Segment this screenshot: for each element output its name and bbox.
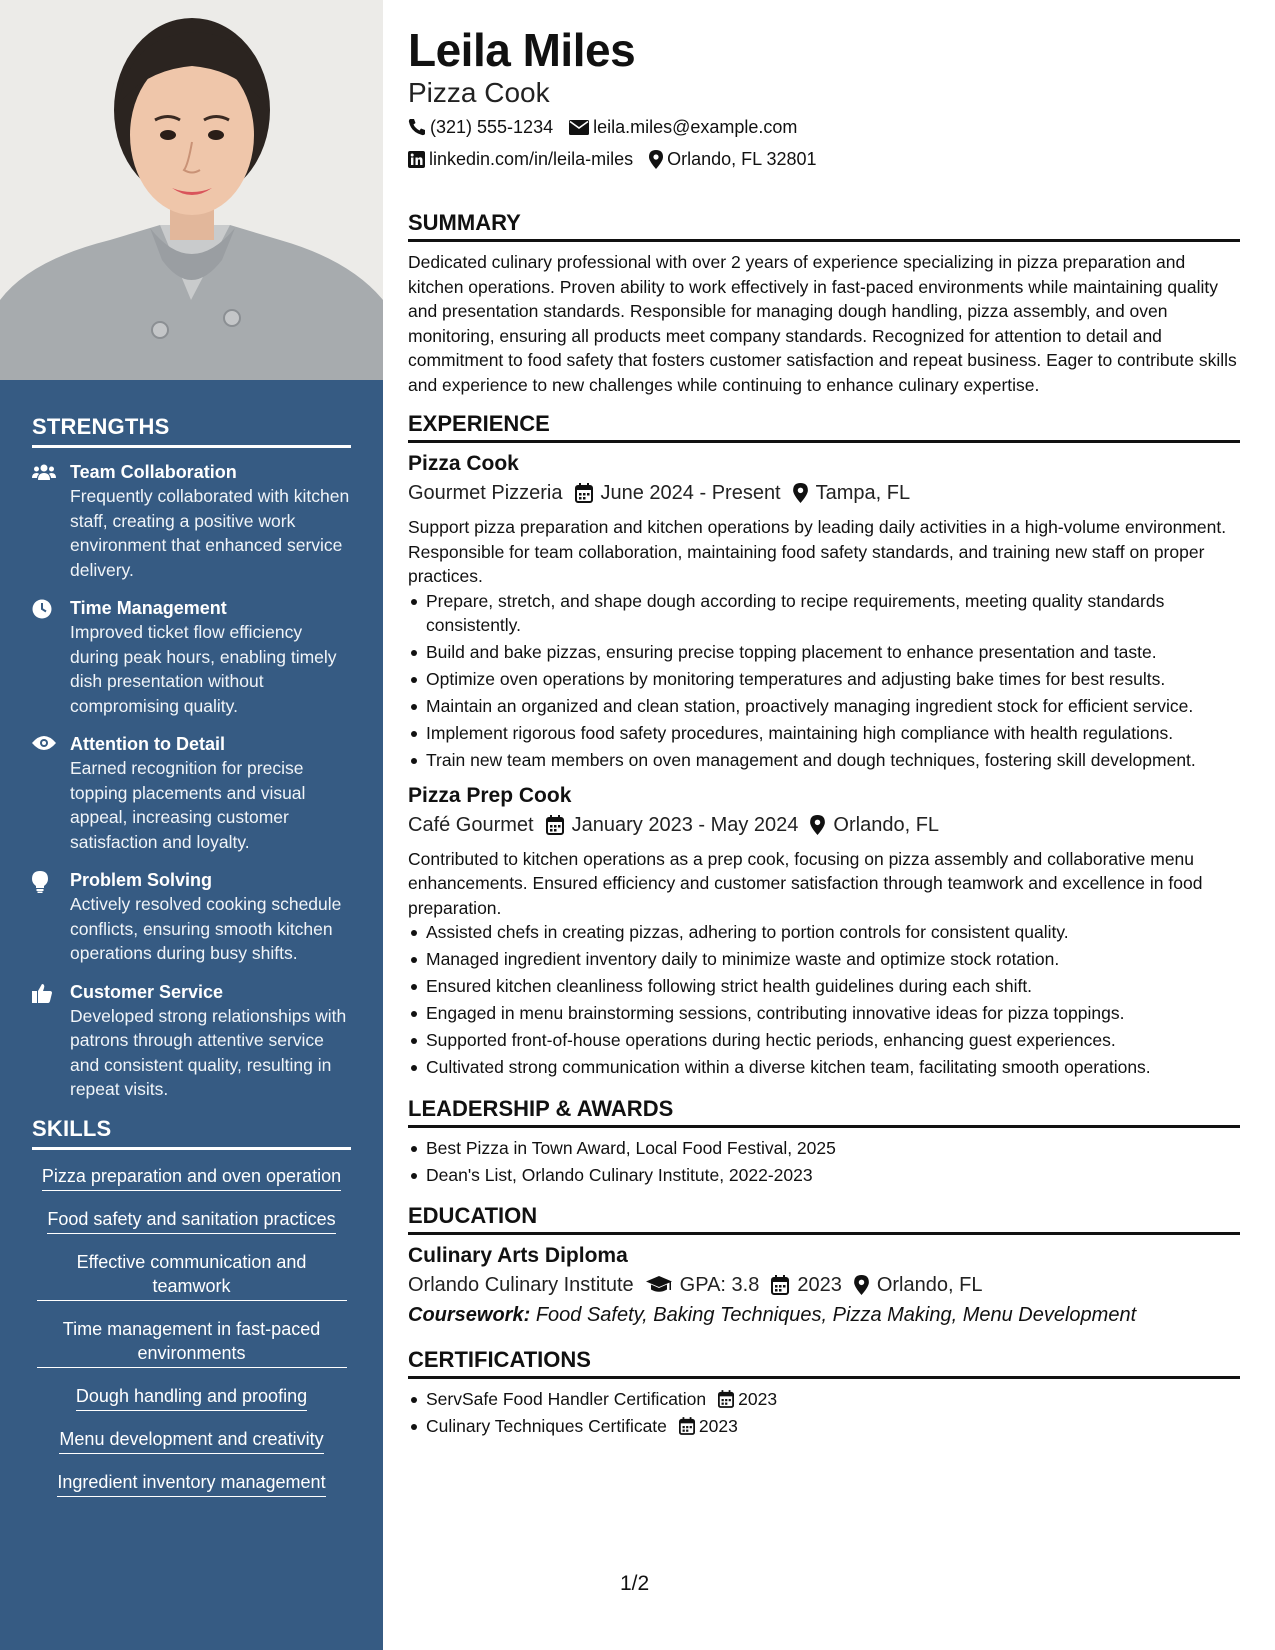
skill-item: Dough handling and proofing: [76, 1384, 307, 1411]
job-dates: June 2024 - Present: [600, 482, 781, 504]
list-item: Ensured kitchen cleanliness following strict health guidelines during each shift.: [408, 974, 1240, 999]
phone-text: (321) 555-1234: [430, 117, 554, 137]
eye-icon: [32, 732, 70, 854]
strength-item: [32, 868, 351, 966]
cert-name: Culinary Techniques Certificate: [426, 1416, 667, 1436]
job-dates: January 2023 - May 2024: [571, 813, 799, 836]
education-school: Orlando Culinary Institute: [408, 1274, 634, 1296]
summary-section: [408, 210, 1240, 397]
skill-item: Menu development and creativity: [59, 1427, 323, 1454]
clock-icon: [32, 596, 70, 718]
linkedin-icon: [408, 151, 425, 168]
list-item: Cultivated strong communication within a diverse kitchen team, facilitating smooth operations.: [408, 1055, 1240, 1080]
certifications-list: [408, 1387, 1240, 1439]
job-entry: [408, 783, 1240, 1080]
lightbulb-icon: [32, 868, 70, 966]
graduation-cap-icon: [646, 1276, 672, 1294]
education-heading: EDUCATION: [408, 1203, 1240, 1235]
coursework-text: Food Safety, Baking Techniques, Pizza Making, Menu Development: [535, 1304, 1137, 1326]
job-bullets: [408, 589, 1240, 773]
list-item: Best Pizza in Town Award, Local Food Festival, 2025: [408, 1136, 1240, 1161]
skill-item: Pizza preparation and oven operation: [42, 1164, 341, 1191]
cert-name: ServSafe Food Handler Certification: [426, 1389, 707, 1409]
thumbs-up-icon: [32, 980, 70, 1102]
list-item: Dean's List, Orlando Culinary Institute, 2022-2023: [408, 1163, 1240, 1188]
list-item: [408, 1387, 1240, 1412]
skill-item: Food safety and sanitation practices: [47, 1207, 335, 1234]
job-meta: [408, 811, 1240, 839]
education-section: [408, 1203, 1240, 1329]
calendar-icon: [575, 483, 593, 503]
cert-year: 2023: [698, 1416, 738, 1436]
calendar-icon: [718, 1390, 734, 1408]
job-title: Pizza Prep Cook: [408, 783, 572, 807]
leadership-section: [408, 1096, 1240, 1188]
contact-location: [649, 148, 816, 170]
education-degree: Culinary Arts Diploma: [408, 1244, 628, 1267]
email-text: leila.miles@example.com: [593, 117, 798, 137]
map-pin-icon: [793, 483, 808, 503]
strength-item: [32, 596, 351, 718]
skill-item: Time management in fast-paced environments: [37, 1317, 347, 1368]
main-content: [408, 0, 1240, 1441]
strength-desc: Frequently collaborated with kitchen staff, creating a positive work environment that enhanced service delivery.: [70, 486, 350, 580]
map-pin-icon: [854, 1275, 869, 1295]
experience-section: [408, 411, 1240, 1080]
education-coursework: [408, 1301, 1240, 1329]
coursework-label: Coursework:: [408, 1304, 531, 1326]
map-pin-icon: [649, 150, 663, 169]
education-location: Orlando, FL: [876, 1274, 983, 1296]
phone-icon: [408, 118, 426, 136]
page-number: 1/2: [620, 1572, 650, 1595]
candidate-name: Leila Miles: [408, 24, 636, 76]
list-item: Implement rigorous food safety procedures, maintaining high compliance with health regulations.: [408, 721, 1240, 746]
strength-item: [32, 732, 351, 854]
team-icon: [32, 460, 70, 582]
list-item: [408, 1414, 1240, 1439]
certifications-section: [408, 1347, 1240, 1439]
strength-title: Time Management: [70, 598, 227, 618]
job-title: Pizza Cook: [408, 452, 519, 475]
strengths-heading: STRENGTHS: [32, 414, 351, 448]
job-description: Contributed to kitchen operations as a prep cook, focusing on pizza assembly and collaborative menu enhancements. Ensured efficiency and customer satisfaction through teamwork and excellence in food preparation.: [408, 848, 1203, 918]
job-description: Support pizza preparation and kitchen operations by leading daily activities in a high-volume environment. Responsible for team collaboration, maintaining food safety standards, and training new staff on proper practices.: [408, 517, 1227, 586]
list-item: Engaged in menu brainstorming sessions, contributing innovative ideas for pizza toppings.: [408, 1001, 1240, 1026]
job-location: Orlando, FL: [833, 813, 940, 836]
summary-heading: SUMMARY: [408, 210, 1240, 242]
calendar-icon: [679, 1417, 695, 1435]
map-pin-icon: [810, 815, 825, 835]
contact-info: [408, 116, 1240, 180]
envelope-icon: [569, 120, 589, 135]
candidate-role: Pizza Cook: [408, 77, 550, 108]
skills-heading: SKILLS: [32, 1116, 351, 1150]
contact-linkedin[interactable]: [408, 148, 633, 170]
list-item: Optimize oven operations by monitoring temperatures and adjusting bake times for best results.: [408, 667, 1240, 692]
list-item: Train new team members on oven management and dough techniques, fostering skill development.: [408, 748, 1240, 773]
strength-title: Attention to Detail: [70, 734, 225, 754]
strength-desc: Earned recognition for precise topping placements and visual appeal, increasing customer satisfaction and loyalty.: [70, 758, 306, 852]
profile-photo: [0, 0, 383, 380]
list-item: Build and bake pizzas, ensuring precise topping placement to enhance presentation and taste.: [408, 640, 1240, 665]
education-gpa: GPA: 3.8: [679, 1274, 760, 1296]
job-meta: [408, 479, 1240, 507]
location-text: Orlando, FL 32801: [667, 149, 817, 169]
strength-item: [32, 460, 351, 582]
strength-title: Problem Solving: [70, 870, 213, 890]
job-company: Café Gourmet: [408, 813, 534, 836]
education-year: 2023: [797, 1274, 842, 1296]
job-bullets: [408, 920, 1240, 1080]
job-company: Gourmet Pizzeria: [408, 482, 563, 504]
education-meta: [408, 1271, 1240, 1299]
strength-title: Team Collaboration: [70, 462, 237, 482]
strength-desc: Actively resolved cooking schedule conflicts, ensuring smooth kitchen operations during busy shifts.: [70, 894, 342, 963]
job-entry: [408, 451, 1240, 773]
linkedin-text: linkedin.com/in/leila-miles: [429, 149, 634, 169]
certifications-heading: CERTIFICATIONS: [408, 1347, 1240, 1379]
strength-desc: Developed strong relationships with patrons through attentive service and consistent quality, resulting in repeat visits.: [70, 1005, 347, 1099]
contact-email[interactable]: [569, 116, 797, 138]
list-item: Supported front-of-house operations during hectic periods, enhancing guest experiences.: [408, 1028, 1240, 1053]
skill-item: Ingredient inventory management: [57, 1470, 325, 1497]
sidebar: [0, 0, 383, 1650]
leadership-list: [408, 1136, 1240, 1188]
leadership-heading: LEADERSHIP & AWARDS: [408, 1096, 1240, 1128]
job-location: Tampa, FL: [815, 482, 911, 504]
strength-title: Customer Service: [70, 981, 224, 1002]
skill-item: Effective communication and teamwork: [37, 1250, 347, 1301]
summary-text: Dedicated culinary professional with over 2 years of experience specializing in pizza preparation and kitchen operations. Proven ability to work effectively in fast-paced environments while maintaining quality and presentation standards. Responsible for managing dough handling, pizza assembly, and oven monitoring, ensuring all products meet company standards. Recognized for attention to detail and commitment to food safety that fosters customer satisfaction and repeat business. Eager to contribute skills and experience to new challenges while continuing to enhance culinary expertise.: [408, 252, 1237, 395]
list-item: Prepare, stretch, and shape dough according to recipe requirements, meeting quality standards consistently.: [408, 589, 1240, 638]
list-item: Maintain an organized and clean station, proactively managing ingredient stock for efficient service.: [408, 694, 1240, 719]
calendar-icon: [546, 815, 564, 835]
strength-desc: Improved ticket flow efficiency during peak hours, enabling timely dish presentation without compromising quality.: [70, 622, 337, 716]
list-item: Managed ingredient inventory daily to minimize waste and optimize stock rotation.: [408, 947, 1240, 972]
calendar-icon: [771, 1275, 789, 1295]
contact-phone[interactable]: [408, 116, 553, 138]
list-item: Assisted chefs in creating pizzas, adhering to portion controls for consistent quality.: [408, 920, 1240, 945]
cert-year: 2023: [738, 1389, 778, 1409]
strength-item: [32, 980, 351, 1102]
experience-heading: EXPERIENCE: [408, 411, 1240, 443]
